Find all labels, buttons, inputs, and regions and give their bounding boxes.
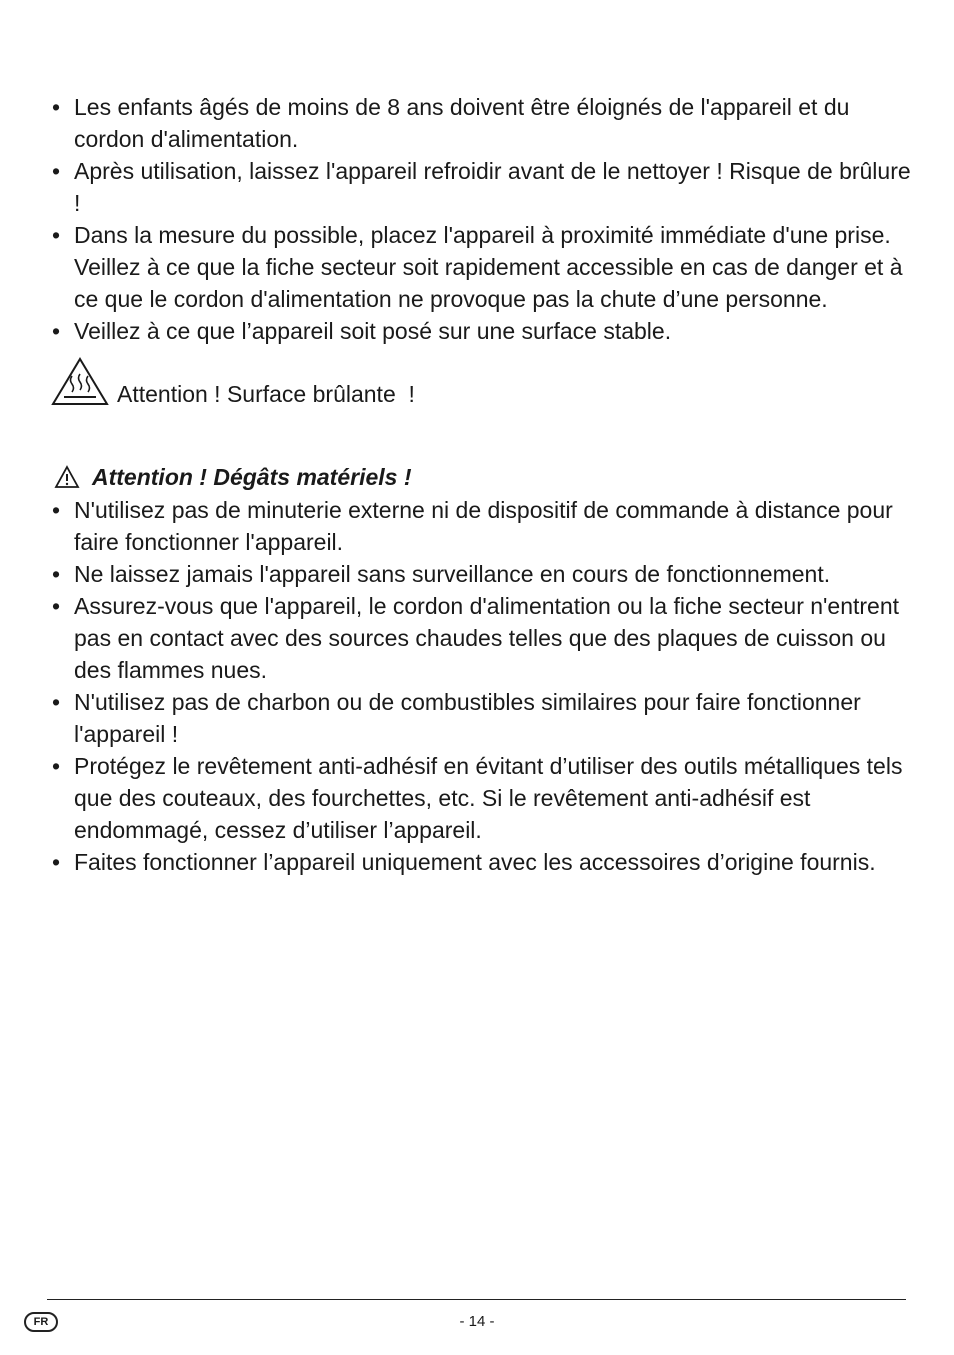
bullet-icon: • — [52, 849, 61, 875]
hot-surface-warning-icon — [50, 356, 110, 408]
bullet-icon: • — [52, 318, 61, 344]
list-item — [0, 155, 954, 219]
bullet-icon: • — [52, 593, 61, 619]
bullet-icon: • — [52, 561, 61, 587]
list-item — [0, 590, 954, 686]
warning-triangle-icon — [54, 465, 80, 489]
list-item — [0, 558, 954, 590]
bullet-icon: • — [52, 222, 61, 248]
list-item — [0, 750, 954, 846]
list-item — [0, 315, 954, 347]
list-item-text: N'utilisez pas de charbon ou de combustibles similaires pour faire fonctionner l'appareil ! — [74, 689, 861, 747]
safety-list-bottom — [0, 494, 954, 878]
list-item-text: Veillez à ce que l’appareil soit posé sur une surface stable. — [74, 318, 672, 344]
list-item-text: Faites fonctionner l’appareil uniquement avec les accessoires d’origine fournis. — [74, 849, 876, 875]
bullet-icon: • — [52, 158, 61, 184]
list-item — [0, 219, 954, 315]
material-damage-title: Attention ! Dégâts matériels ! — [92, 464, 412, 490]
list-item-text: Protégez le revêtement anti-adhésif en évitant d’utiliser des outils métalliques tels que des couteaux, des fourchettes, etc. Si le revêtement anti-adhésif est endommagé, cessez d’utiliser l’appareil. — [74, 753, 903, 843]
hot-surface-warning-text: Attention ! Surface brûlante ! — [117, 381, 415, 407]
footer-divider — [47, 1299, 906, 1300]
bullet-icon: • — [52, 689, 61, 715]
bullet-icon: • — [52, 497, 61, 523]
list-item-text: Assurez-vous que l'appareil, le cordon d'alimentation ou la fiche secteur n'entrent pas en contact avec des sources chaudes telles que des plaques de cuisson ou des flammes nues. — [74, 593, 900, 683]
safety-list-top — [0, 91, 954, 347]
bullet-icon: • — [52, 94, 61, 120]
list-item — [0, 494, 954, 558]
list-item — [0, 846, 954, 878]
list-item — [0, 686, 954, 750]
list-item-text: Dans la mesure du possible, placez l'appareil à proximité immédiate d'une prise. Veillez à ce que la fiche secteur soit rapidement accessible en cas de danger et à ce que le cordon d'alimentation ne provoque pas la chute d’une personne. — [74, 222, 903, 312]
list-item-text: Ne laissez jamais l'appareil sans surveillance en cours de fonctionnement. — [74, 561, 831, 587]
material-damage-heading — [54, 461, 754, 493]
list-item-text: Les enfants âgés de moins de 8 ans doivent être éloignés de l'appareil et du cordon d'alimentation. — [74, 94, 850, 152]
hot-surface-warning — [50, 356, 750, 408]
list-item-text: Après utilisation, laissez l'appareil refroidir avant de le nettoyer ! Risque de brûlure ! — [74, 158, 911, 216]
list-item — [0, 91, 954, 155]
page-number: - 14 - — [459, 1313, 495, 1330]
bullet-icon: • — [52, 753, 61, 779]
list-item-text: N'utilisez pas de minuterie externe ni de dispositif de commande à distance pour faire fonctionner l'appareil. — [74, 497, 893, 555]
language-badge: FR — [24, 1312, 58, 1332]
